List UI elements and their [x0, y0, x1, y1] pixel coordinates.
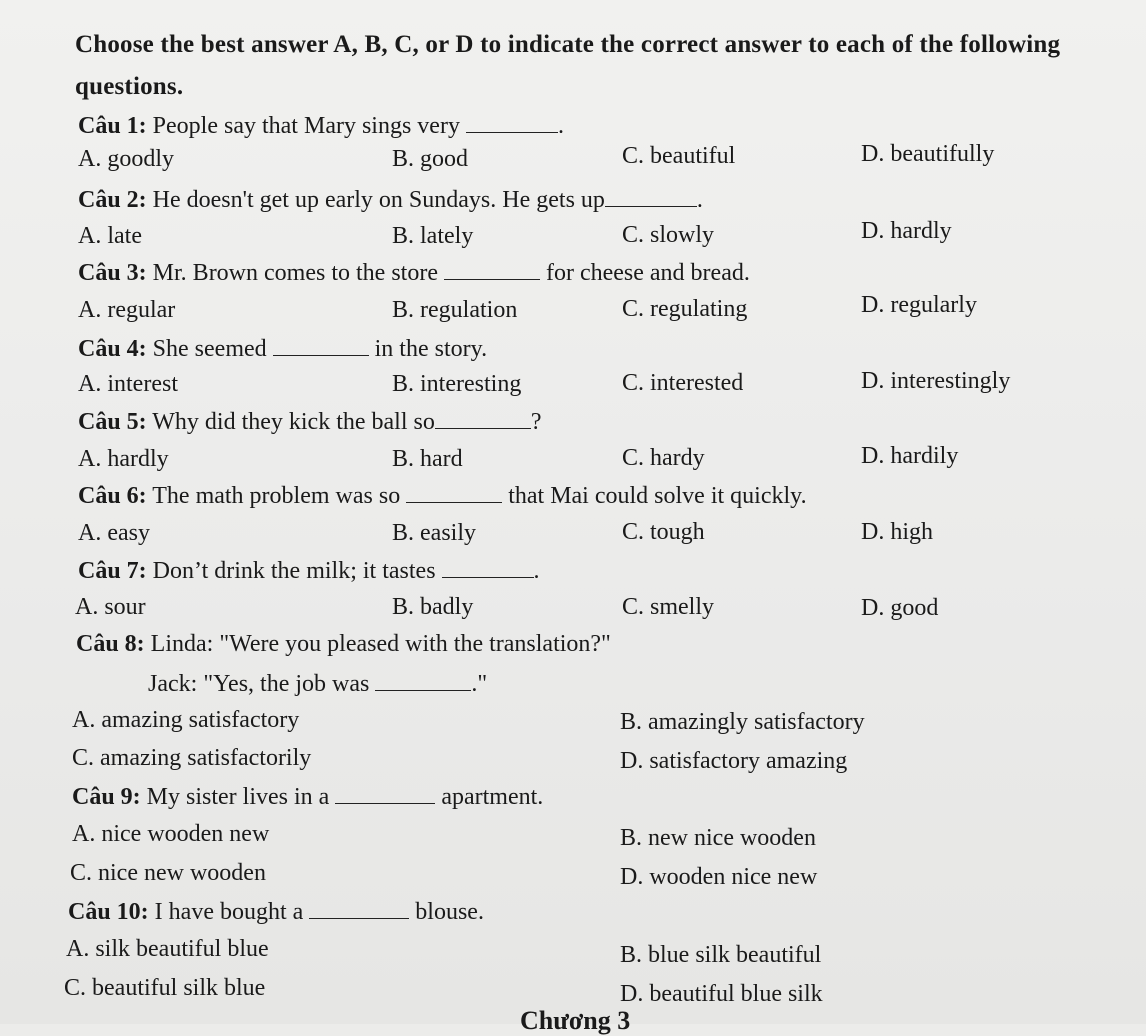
option-c	[72, 745, 311, 772]
option-text: hardy	[650, 445, 705, 471]
question-number: Câu 9:	[72, 784, 141, 810]
option-text: regular	[107, 297, 176, 323]
option-text: hard	[420, 446, 463, 472]
question-3	[78, 259, 750, 287]
option-text: late	[107, 223, 142, 249]
question-number: Câu 5:	[78, 409, 147, 435]
option-b	[392, 223, 473, 250]
option-a	[78, 297, 175, 324]
option-text: amazing satisfactorily	[100, 745, 312, 771]
answer-blank	[375, 670, 471, 691]
question-text-after: in the story.	[374, 336, 488, 362]
option-letter: B.	[392, 594, 421, 620]
option-text: easy	[107, 520, 150, 546]
option-letter: B.	[392, 146, 421, 172]
question-text: Linda: "Were you pleased with the translation?"	[150, 631, 611, 657]
option-text: lately	[420, 223, 474, 249]
question-9	[72, 783, 543, 811]
option-text: beautiful silk blue	[92, 975, 266, 1001]
question-10	[68, 898, 484, 926]
option-b	[392, 520, 476, 547]
question-number: Câu 4:	[78, 336, 147, 362]
question-8-line-2	[148, 670, 487, 698]
option-letter: D.	[861, 595, 891, 621]
question-text-after: .	[696, 187, 703, 213]
question-text-after: apartment.	[441, 784, 544, 810]
option-text: slowly	[650, 222, 715, 248]
answer-blank	[435, 408, 531, 429]
option-b	[392, 594, 473, 621]
option-text: hardily	[890, 443, 959, 469]
option-letter: A.	[78, 446, 108, 472]
option-text: beautiful blue silk	[649, 981, 823, 1007]
option-text: interesting	[420, 371, 522, 397]
option-letter: A.	[78, 520, 108, 546]
answer-blank	[309, 898, 409, 919]
option-letter: D.	[861, 218, 891, 244]
option-letter: A.	[78, 146, 108, 172]
option-letter: A.	[78, 297, 108, 323]
option-letter: B.	[620, 825, 649, 851]
question-1	[78, 112, 564, 140]
question-6	[78, 482, 807, 510]
option-a	[78, 371, 178, 398]
option-letter: A.	[66, 936, 96, 962]
option-text: sour	[104, 594, 146, 620]
option-letter: C.	[622, 445, 651, 471]
option-c	[622, 594, 714, 621]
question-number: Câu 8:	[76, 631, 145, 657]
option-letter: A.	[78, 371, 108, 397]
option-a	[78, 446, 169, 473]
question-text-after: .	[533, 558, 540, 584]
question-number: Câu 10:	[68, 899, 149, 925]
instruction-heading: Choose the best answer A, B, C, or D to indicate the correct answer to each of the following questions.	[75, 31, 1061, 100]
option-letter: C.	[64, 975, 93, 1001]
option-c	[622, 519, 705, 546]
option-b	[392, 146, 468, 173]
option-letter: A.	[72, 821, 102, 847]
option-a	[72, 707, 299, 734]
option-d	[861, 292, 977, 319]
option-letter: C.	[70, 860, 99, 886]
question-text: Why did they kick the ball so	[152, 409, 435, 435]
question-number: Câu 2:	[78, 187, 147, 213]
option-d	[861, 595, 938, 622]
question-text: He doesn't get up early on Sundays. He gets up	[152, 187, 605, 213]
section-footer: Chương 3	[520, 1006, 631, 1035]
question-2	[78, 186, 703, 214]
option-letter: C.	[622, 296, 651, 322]
question-text: The math problem was so	[152, 483, 401, 509]
option-text: new nice wooden	[648, 825, 816, 851]
option-letter: B.	[392, 520, 421, 546]
option-c	[622, 296, 747, 323]
question-text: People say that Mary sings very	[152, 113, 460, 139]
option-letter: D.	[861, 292, 891, 318]
option-text: goodly	[107, 146, 175, 172]
option-text: easily	[420, 520, 476, 546]
question-text-after: .	[557, 113, 564, 139]
option-text: nice new wooden	[98, 860, 266, 886]
option-text: wooden nice new	[649, 864, 818, 890]
option-a	[78, 146, 174, 173]
option-c	[622, 370, 743, 397]
question-text: Mr. Brown comes to the store	[152, 260, 438, 286]
option-b	[620, 709, 865, 736]
option-letter: D.	[861, 519, 891, 545]
option-text: hardly	[107, 446, 169, 472]
question-text: Don’t drink the milk; it tastes	[152, 558, 436, 584]
option-a	[78, 223, 142, 250]
option-text: regulating	[650, 296, 748, 322]
option-letter: D.	[861, 141, 891, 167]
option-letter: A.	[75, 594, 105, 620]
option-letter: C.	[622, 519, 651, 545]
question-4	[78, 335, 487, 363]
option-text: good	[420, 146, 469, 172]
option-letter: D.	[861, 368, 891, 394]
answer-blank	[406, 482, 502, 503]
question-text-after: for cheese and bread.	[545, 260, 750, 286]
option-letter: D.	[620, 864, 650, 890]
option-d	[861, 368, 1010, 395]
option-letter: B.	[392, 446, 421, 472]
option-a	[75, 594, 146, 621]
question-text: My sister lives in a	[146, 784, 330, 810]
option-letter: C.	[622, 143, 651, 169]
question-number: Câu 3:	[78, 260, 147, 286]
question-number: Câu 6:	[78, 483, 147, 509]
option-letter: B.	[620, 942, 649, 968]
option-letter: A.	[72, 707, 102, 733]
option-text: good	[890, 595, 939, 621]
option-letter: D.	[861, 443, 891, 469]
answer-blank	[466, 112, 558, 133]
option-letter: B.	[392, 223, 421, 249]
option-d	[861, 519, 933, 546]
option-b	[620, 942, 821, 969]
question-number: Câu 7:	[78, 558, 147, 584]
answer-blank	[442, 557, 534, 578]
option-c	[622, 222, 714, 249]
option-c	[622, 445, 705, 472]
option-letter: B.	[392, 371, 421, 397]
option-letter: A.	[78, 223, 108, 249]
option-text: smelly	[650, 594, 715, 620]
answer-blank	[605, 186, 697, 207]
question-8	[76, 631, 611, 658]
question-text-after: ."	[471, 671, 488, 697]
option-d	[861, 443, 958, 470]
option-text: hardly	[890, 218, 952, 244]
option-c	[70, 860, 266, 887]
question-number: Câu 1:	[78, 113, 147, 139]
option-text: regulation	[420, 297, 518, 323]
question-text-after: ?	[530, 409, 542, 435]
option-letter: D.	[620, 981, 650, 1007]
option-b	[620, 825, 816, 852]
option-text: satisfactory amazing	[649, 748, 848, 774]
option-letter: B.	[620, 709, 649, 735]
option-d	[620, 748, 847, 775]
question-text: Jack: "Yes, the job was	[148, 671, 370, 697]
option-text: badly	[420, 594, 474, 620]
question-7	[78, 557, 540, 585]
question-text-after: that Mai could solve it quickly.	[508, 483, 807, 509]
option-letter: C.	[622, 222, 651, 248]
option-letter: C.	[622, 370, 651, 396]
option-b	[392, 297, 517, 324]
option-a	[66, 936, 269, 963]
option-text: regularly	[890, 292, 977, 318]
answer-blank	[335, 783, 435, 804]
option-text: interestingly	[890, 368, 1011, 394]
option-b	[392, 371, 521, 398]
option-letter: C.	[622, 594, 651, 620]
option-d	[861, 218, 952, 245]
option-c	[622, 143, 735, 170]
option-text: amazing satisfactory	[101, 707, 300, 733]
option-text: nice wooden new	[101, 821, 270, 847]
option-d	[861, 141, 994, 168]
option-letter: D.	[620, 748, 650, 774]
option-b	[392, 446, 463, 473]
answer-blank	[444, 259, 540, 280]
option-text: amazingly satisfactory	[648, 709, 865, 735]
answer-blank	[273, 335, 369, 356]
question-text-after: blouse.	[415, 899, 484, 925]
question-5	[78, 408, 542, 436]
option-text: high	[890, 519, 934, 545]
option-text: interest	[107, 371, 178, 397]
option-d	[620, 981, 823, 1008]
option-text: tough	[650, 519, 705, 545]
option-text: blue silk beautiful	[648, 942, 822, 968]
option-a	[78, 520, 150, 547]
option-text: silk beautiful blue	[95, 936, 269, 962]
option-text: beautiful	[650, 143, 736, 169]
option-d	[620, 864, 817, 891]
option-text: interested	[650, 370, 744, 396]
question-text: I have bought a	[154, 899, 304, 925]
option-letter: C.	[72, 745, 101, 771]
option-c	[64, 975, 265, 1002]
option-letter: B.	[392, 297, 421, 323]
option-text: beautifully	[890, 141, 995, 167]
option-a	[72, 821, 269, 848]
question-text: She seemed	[152, 336, 267, 362]
